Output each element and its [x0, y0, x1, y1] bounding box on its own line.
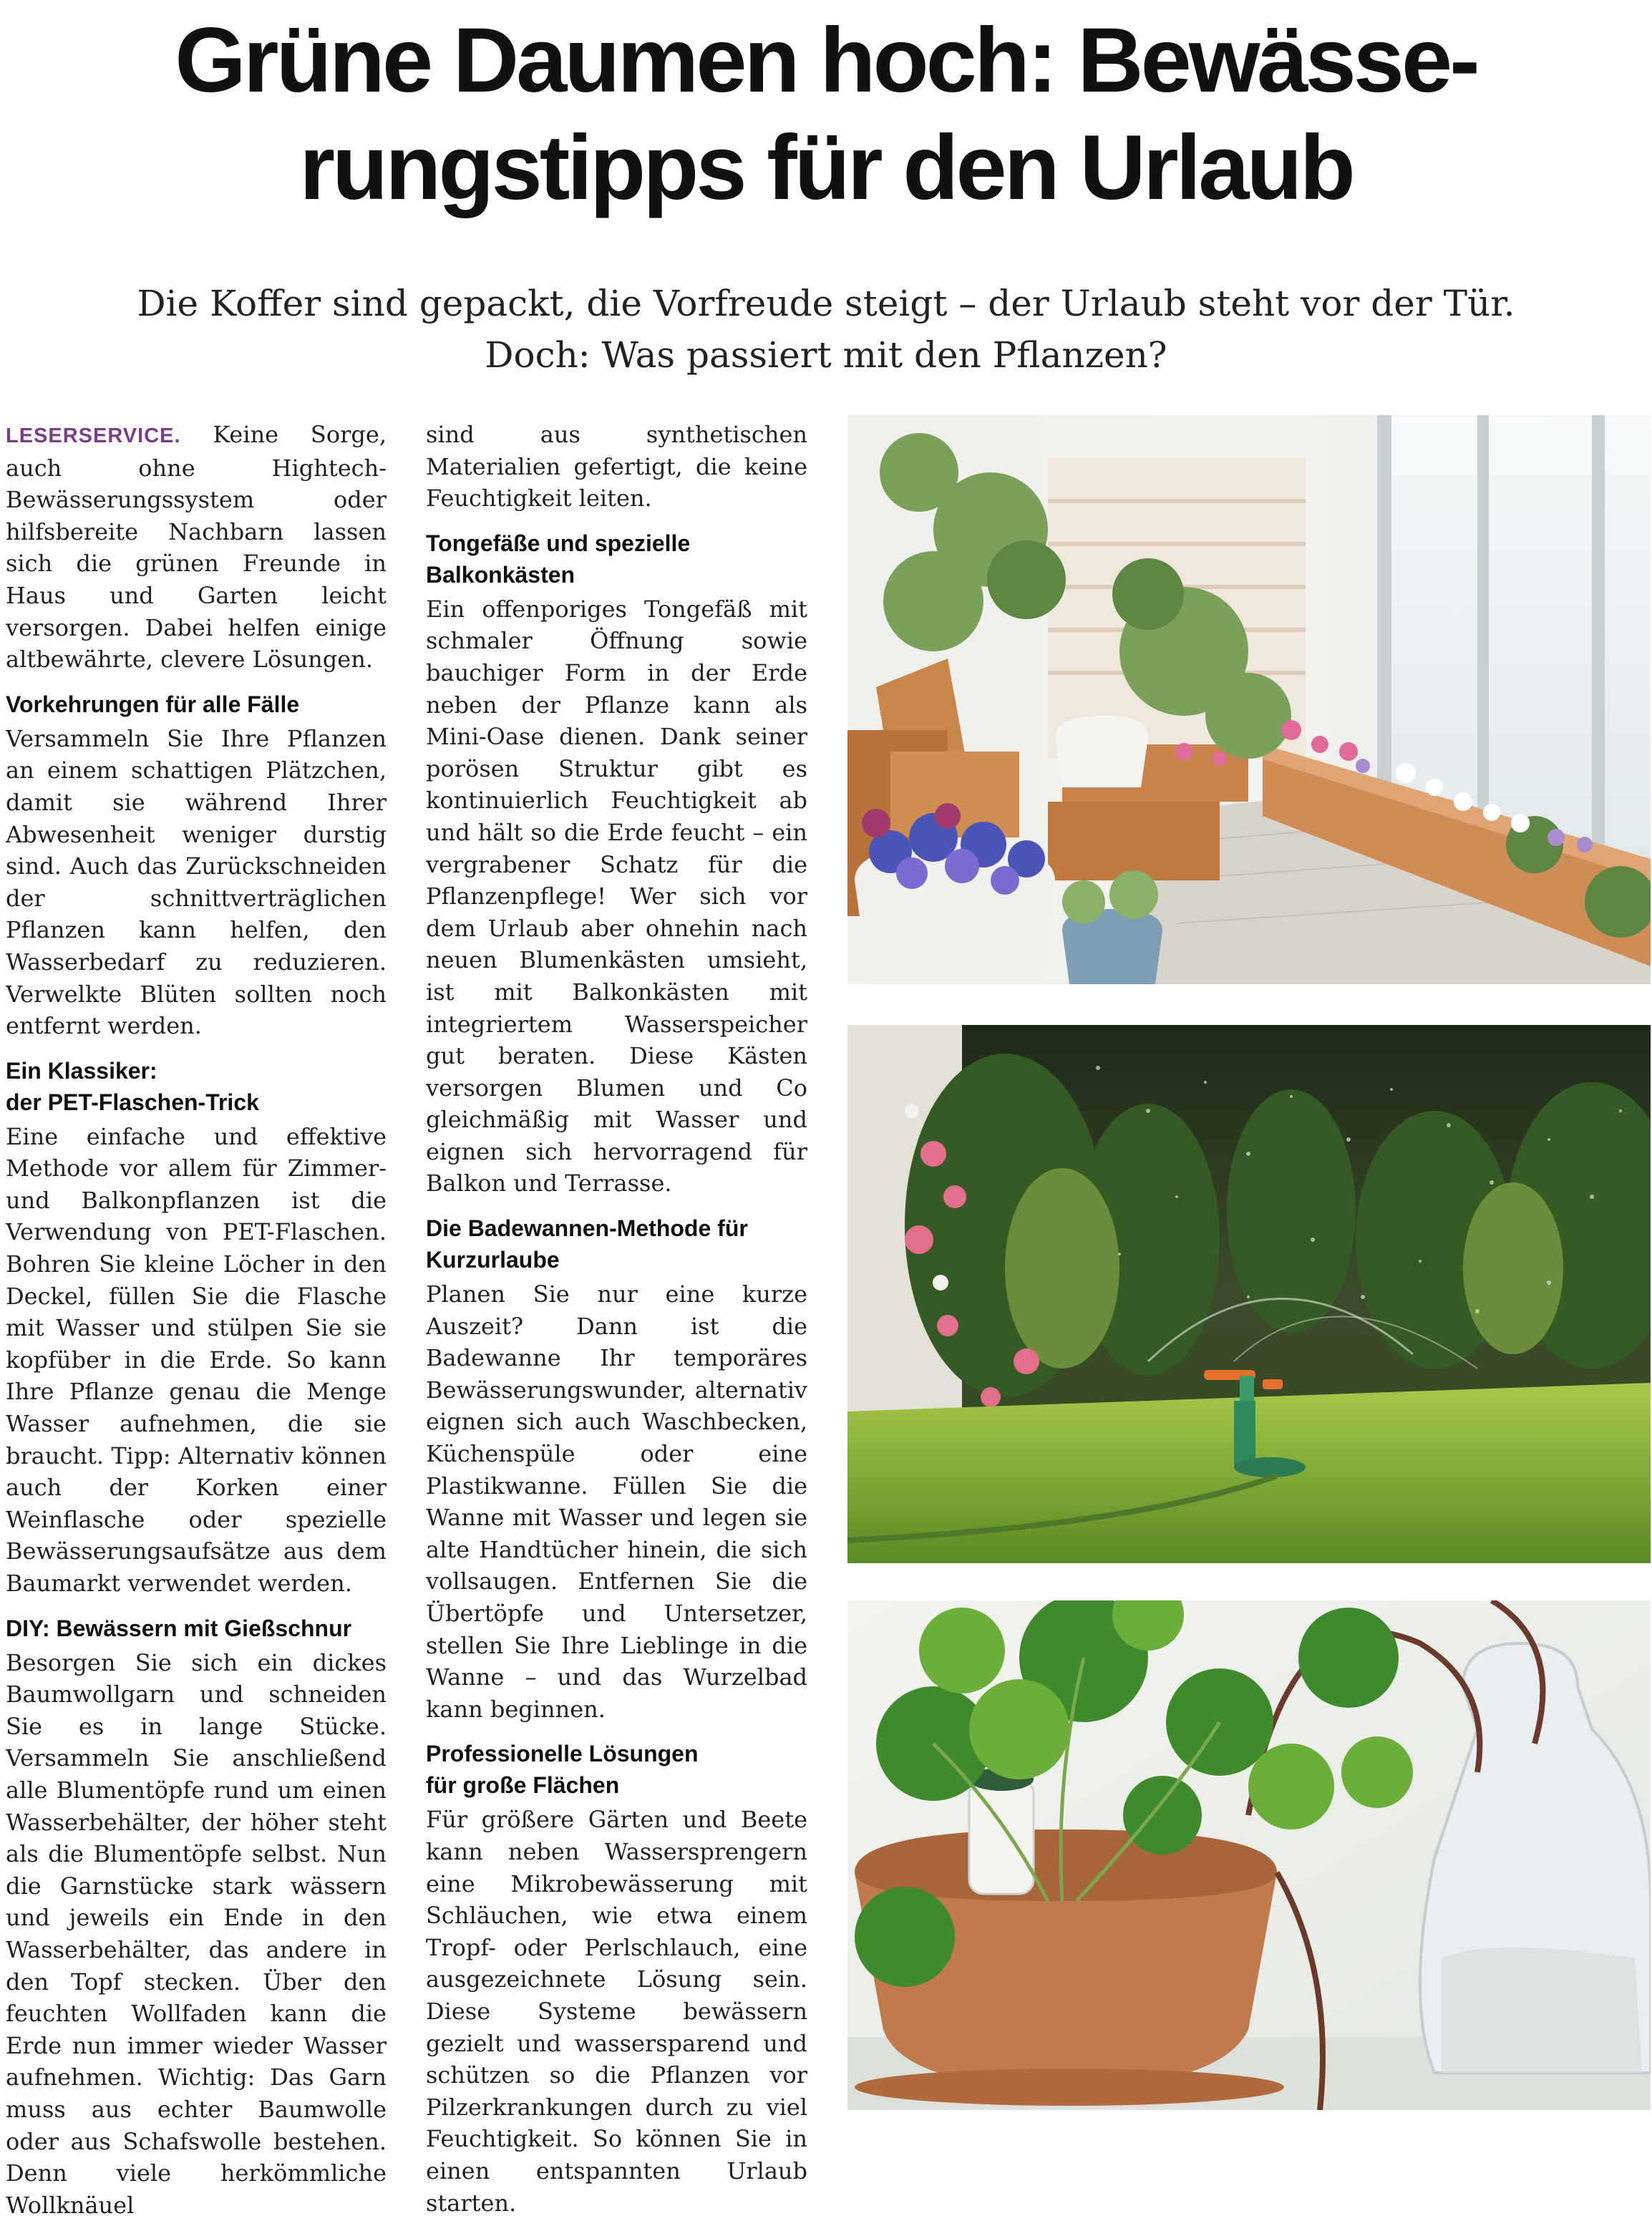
subheadline-line-1: Die Koffer sind gepackt, die Vorfreude steigt – der Urlaub steht vor der Tür.: [137, 283, 1515, 324]
subheadline-line-2: Doch: Was passiert mit den Pflanzen?: [485, 334, 1167, 376]
kicker-label: LESERSERVICE.: [6, 424, 181, 447]
heading-line: für große Flächen: [426, 1772, 620, 1799]
article-column-2: [426, 419, 807, 2219]
headline-line-1: Grüne Daumen hoch: Bewässe-: [175, 9, 1477, 112]
heading-line: DIY: Bewässern mit Gießschnur: [6, 1615, 352, 1641]
article-column-1: [6, 419, 387, 2221]
headline: [0, 7, 1652, 222]
section-heading: [6, 1055, 387, 1118]
heading-line: Professionelle Lösungen: [426, 1741, 699, 1767]
continuation-text: sind aus synthetischen Materialien gefertigt, die keine Feuchtigkeit leiten.: [426, 421, 807, 512]
heading-line: der PET-Flaschen-Trick: [6, 1089, 259, 1115]
heading-line: Vorkehrungen für alle Fälle: [6, 691, 300, 717]
intro-paragraph: [6, 419, 387, 676]
section-heading: [6, 1613, 387, 1644]
balcony-planters-photo: [847, 415, 1651, 984]
wick-watering-photo: [847, 1600, 1651, 2110]
heading-line: Ein Klassiker:: [6, 1057, 157, 1084]
section-text: Eine einfache und effektive Methode vor allem für Zimmer- und Balkonpflanzen ist die Verwendung von PET-Flaschen. Bohren Sie kleine Löcher in den Deckel, füllen Sie die Flasche mit Wasser und stülpen Sie sie kopfüber in die Erde. So kann Ihre Pflanze genau die Menge Wasser aufnehmen, die sie braucht. Tipp: Alternativ können auch der Korken einer Weinflasche oder spezielle Bewässerungsaufsätze aus dem Baumarkt verwendet werden.: [6, 1122, 387, 1597]
section-text: Besorgen Sie sich ein dickes Baumwollgarn und schneiden Sie es in lange Stücke. Versammeln Sie anschließend alle Blumentöpfe rund um einen Wasserbehälter, der höher steht als die Blumentöpfe selbst. Nun die Garnstücke stark wässern und jeweils ein Ende in den Wasserbehälter, das andere in den Topf stecken. Über den feuchten Wollfaden kann die Erde nun immer wieder Wasser aufnehmen. Wichtig: Das Garn muss aus echter Baumwolle oder aus Schafswolle bestehen. Denn viele herkömmliche Wollknäuel: [6, 1648, 387, 2219]
heading-line: Die Badewannen-Methode für: [426, 1215, 748, 1242]
heading-line: Kurzurlaube: [426, 1247, 560, 1273]
heading-line: Tongefäße und spezielle: [426, 530, 691, 556]
intro-text: Keine Sorge, auch ohne Hightech-Bewässerungssystem oder hilfsbereite Nachbarn lassen sich die grünen Freunde in Haus und Garten leicht versorgen. Dabei helfen einige altbewährte, clevere Lösungen.: [6, 421, 387, 674]
headline-line-2: rungstipps für den Urlaub: [299, 117, 1353, 219]
subheadline: [0, 278, 1652, 381]
section-heading: [426, 528, 807, 591]
section-heading: [6, 689, 387, 720]
heading-line: Balkonkästen: [426, 561, 575, 588]
lawn-sprinkler-photo: [847, 1025, 1651, 1563]
section-text: Planen Sie nur eine kurze Auszeit? Dann ist die Badewanne Ihr temporäres Bewässerungswunder, alternativ eignen sich auch Waschbecken, Küchenspüle oder eine Plastikwanne. Füllen Sie die Wanne mit Wasser und legen sie alte Handtücher hinein, die sich vollsaugen. Entfernen Sie die Übertöpfe und Untersetzer, stellen Sie Ihre Lieblinge in die Wanne – und das Wurzelbad kann beginnen.: [426, 1280, 807, 1723]
section-heading: [426, 1212, 807, 1275]
section-heading: [426, 1738, 807, 1801]
section-text: Für größere Gärten und Beete kann neben Wassersprengern eine Mikrobewässerung mit Schläuchen, wie etwa einem Tropf- oder Perlschlauch, eine ausgezeichnete Lösung sein. Diese Systeme bewässern gezielt und wassersparend und schützen so die Pflanzen vor Pilzerkrankungen durch zu viel Feuchtigkeit. So können Sie in einen entspannten Urlaub starten.: [426, 1806, 807, 2217]
section-text: Versammeln Sie Ihre Pflanzen an einem schattigen Plätzchen, damit sie während Ihrer Abwesenheit weniger durstig sind. Auch das Zurückschneiden der schnittverträglichen Pflanzen kann helfen, den Wasserbedarf zu reduzieren. Verwelkte Blüten sollten noch entfernt werden.: [6, 724, 387, 1040]
section-text: Ein offenporiges Tongefäß mit schmaler Öffnung sowie bauchiger Form in der Erde neben der Pflanze kann als Mini-Oase dienen. Dank seiner porösen Struktur gibt es kontinuierlich Feuchtigkeit ab und hält so die Erde feucht – ein vergrabener Schatz für die Pflanzenpflege! Wer sich vor dem Urlaub aber ohnehin nach neuen Blumenkästen umsieht, ist mit Balkonkästen mit integriertem Wasserspeicher gut beraten. Diese Kästen versorgen Blumen und Co gleichmäßig mit Wasser und eignen sich hervorragend für Balkon und Terrasse.: [426, 595, 807, 1197]
